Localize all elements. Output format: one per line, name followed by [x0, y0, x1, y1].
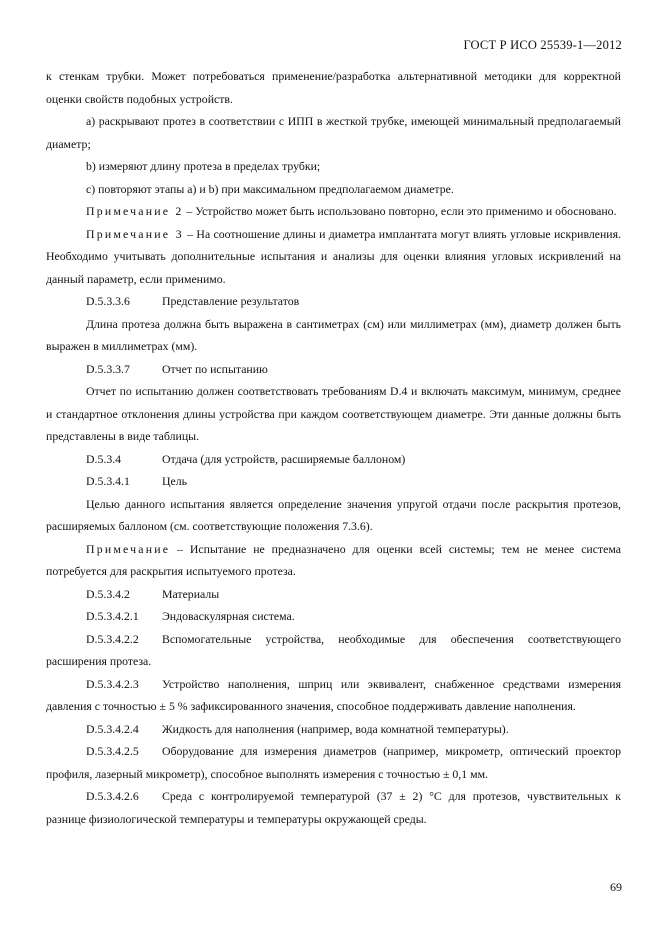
list-item-c: с) повторяют этапы а) и b) при максимальном предполагаемом диаметре.: [86, 181, 454, 196]
paragraph-continuation: к стенкам трубки. Может потребоваться применение/разработка альтернативной методики для корректной оценки свойств подобных устройств.: [46, 69, 621, 106]
section-number: D.5.3.4.2.2: [86, 631, 139, 646]
section-number: D.5.3.4: [86, 451, 122, 466]
section-heading-d534: [46, 448, 621, 471]
section-number: D.5.3.4.2.4: [86, 721, 139, 736]
paragraph-purpose: Целью данного испытания является определение значения упругой отдачи после раскрытия протезов, расширяемых баллоном (см. соответствующие положения 7.3.6).: [46, 496, 621, 533]
clause-d53424: [46, 718, 621, 741]
paragraph-results: Длина протеза должна быть выражена в сантиметрах (см) или миллиметрах (мм), диаметр должен быть выражен в миллиметрах (мм).: [46, 316, 621, 353]
section-number: D.5.3.4.2: [86, 586, 130, 601]
section-number: D.5.3.4.2.1: [86, 609, 139, 623]
clause-text: Жидкость для наполнения (например, вода комнатной температуры).: [162, 721, 509, 736]
section-heading-d5341: [46, 470, 621, 493]
note-3-text: – На соотношение длины и диаметра имплантата могут влиять угловые искривления. Необходимо учитывать дополнительные испытания и анализы для оценки влияния угловых искривлений на данный параметр, если применимо.: [46, 226, 622, 286]
section-title: Отчет по испытанию: [162, 361, 268, 376]
section-heading-d5336: [46, 290, 621, 313]
section-heading-d5342: [46, 583, 621, 606]
list-item-b: b) измеряют длину протеза в пределах трубки;: [86, 159, 321, 173]
section-number: D.5.3.4.2.3: [86, 676, 139, 691]
note-2: [46, 200, 621, 223]
clause-d53422: [46, 628, 621, 673]
clause-d53425: [46, 740, 621, 785]
section-number: D.5.3.4.2.6: [86, 789, 139, 803]
note-2-label: Примечание 2: [86, 204, 184, 218]
section-title: Материалы: [162, 586, 220, 601]
document-header: [463, 38, 622, 53]
page-body: [46, 65, 621, 830]
section-heading-d53421: [46, 605, 621, 628]
page-number: 69: [610, 880, 622, 894]
paragraph-report: Отчет по испытанию должен соответствовать требованиям D.4 и включать максимум, минимум, среднее и стандартное отклонения длины устройства при каждом соответствующем диаметре. Эти данные должны быть представлены в виде таблицы.: [46, 384, 621, 443]
clause-text: Оборудование для измерения диаметров (например, микрометр, оптический проектор профиля, лазерный микрометр), способное выполнять измерения с точностью ± 0,1 мм.: [46, 744, 621, 781]
clause-text: Устройство наполнения, шприц или эквивалент, снабженное средствами измерения давления с точностью ± 5 % зафиксированного значения, способное поддерживать давление наполнения.: [46, 676, 621, 713]
section-title: Представление результатов: [162, 294, 300, 308]
list-item-a: а) раскрывают протез в соответствии с ИПП в жесткой трубке, имеющей минимальный предполагаемый диаметр;: [46, 114, 621, 151]
clause-text: Вспомогательные устройства, необходимые для обеспечения соответствующего расширения протеза.: [46, 631, 621, 668]
note-label: Примечание: [86, 541, 171, 556]
note: [46, 538, 621, 583]
note-3: [46, 223, 621, 291]
section-title: Эндоваскулярная система.: [162, 609, 295, 623]
standard-designation: ГОСТ Р ИСО 25539-1—2012: [463, 38, 622, 52]
section-number: D.5.3.3.7: [86, 361, 130, 376]
note-2-text: – Устройство может быть использовано повторно, если это применимо и обосновано.: [183, 204, 617, 218]
section-number: D.5.3.4.1: [86, 474, 130, 488]
section-number: D.5.3.3.6: [86, 294, 130, 308]
clause-d53426: [46, 785, 621, 830]
clause-text: Среда с контролируемой температурой (37 ± 2) °С для протезов, чувствительных к разнице физиологической температуры и температуры окружающей среды.: [46, 789, 621, 826]
section-heading-d5337: [46, 358, 621, 381]
page-footer: [610, 880, 622, 895]
note-3-label: Примечание 3: [86, 226, 184, 241]
clause-d53423: [46, 673, 621, 718]
section-number: D.5.3.4.2.5: [86, 744, 139, 758]
section-title: Отдача (для устройств, расширяемые баллоном): [162, 451, 406, 466]
note-text: – Испытание не предназначено для оценки всей системы; тем не менее система потребуется для раскрытия испытуемого протеза.: [46, 541, 621, 578]
section-title: Цель: [162, 474, 188, 488]
